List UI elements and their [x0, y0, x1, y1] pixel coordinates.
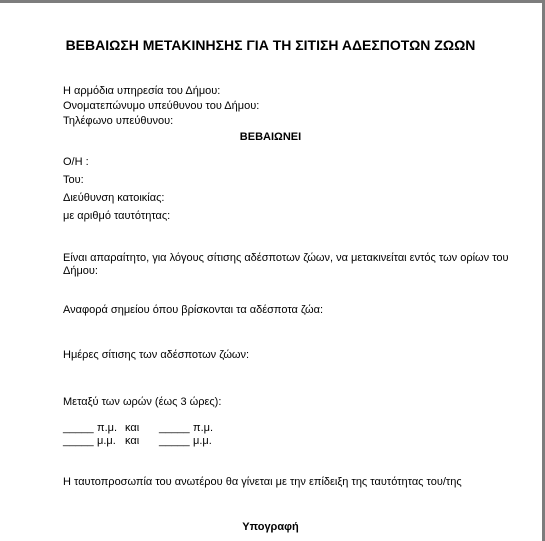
necessity-statement: Είναι απαραίτητο, για λόγους σίτισης αδέσποτων ζώων, να μετακινείται εντός των ορίων του Δήμου: [63, 252, 509, 277]
time-blank-end: _____ [159, 435, 190, 447]
time-blank-start: _____ [63, 435, 94, 447]
identity-note: Η ταυτοπροσωπία του ανωτέρου θα γίνεται με την επίδειξη της ταυτότητας του/της [63, 476, 462, 488]
location-label: Αναφορά σημείου όπου βρίσκονται τα αδέσποτα ζώα: [63, 304, 324, 316]
person-name-field: Ο/Η : [63, 156, 89, 168]
document-title: ΒΕΒΑΙΩΣΗ ΜΕΤΑΚΙΝΗΣΗΣ ΓΙΑ ΤΗ ΣΙΤΙΣΗ ΑΔΕΣΠΟΤΩΝ ΖΩΩΝ [65, 37, 476, 53]
person-address-field: Διεύθυνση κατοικίας: [63, 192, 165, 204]
municipal-service-field: Η αρμόδια υπηρεσία του Δήμου: [63, 85, 221, 97]
feeding-days-label: Ημέρες σίτισης των αδέσποτων ζώων: [63, 349, 250, 361]
time-blank-start: _____ [63, 422, 94, 434]
time-unit-start: π.μ. [97, 422, 118, 434]
time-unit-end: μ.μ. [193, 435, 212, 447]
time-and: και [125, 422, 140, 434]
responsible-phone-field: Τηλέφωνο υπεύθυνου: [63, 115, 174, 127]
hours-label: Μεταξύ των ωρών (έως 3 ώρες): [63, 396, 222, 408]
time-unit-end: π.μ. [193, 422, 214, 434]
document-page [0, 3, 541, 541]
signature-label: Υπογραφή [242, 521, 299, 533]
person-father-field: Του: [63, 174, 84, 186]
certifies-heading: ΒΕΒΑΙΩΝΕΙ [239, 131, 302, 143]
person-id-field: με αριθμό ταυτότητας: [63, 210, 171, 222]
responsible-name-field: Ονοματεπώνυμο υπεύθυνου του Δήμου: [63, 100, 260, 112]
time-unit-start: μ.μ. [97, 435, 116, 447]
time-blank-end: _____ [159, 422, 190, 434]
time-and: και [125, 435, 140, 447]
